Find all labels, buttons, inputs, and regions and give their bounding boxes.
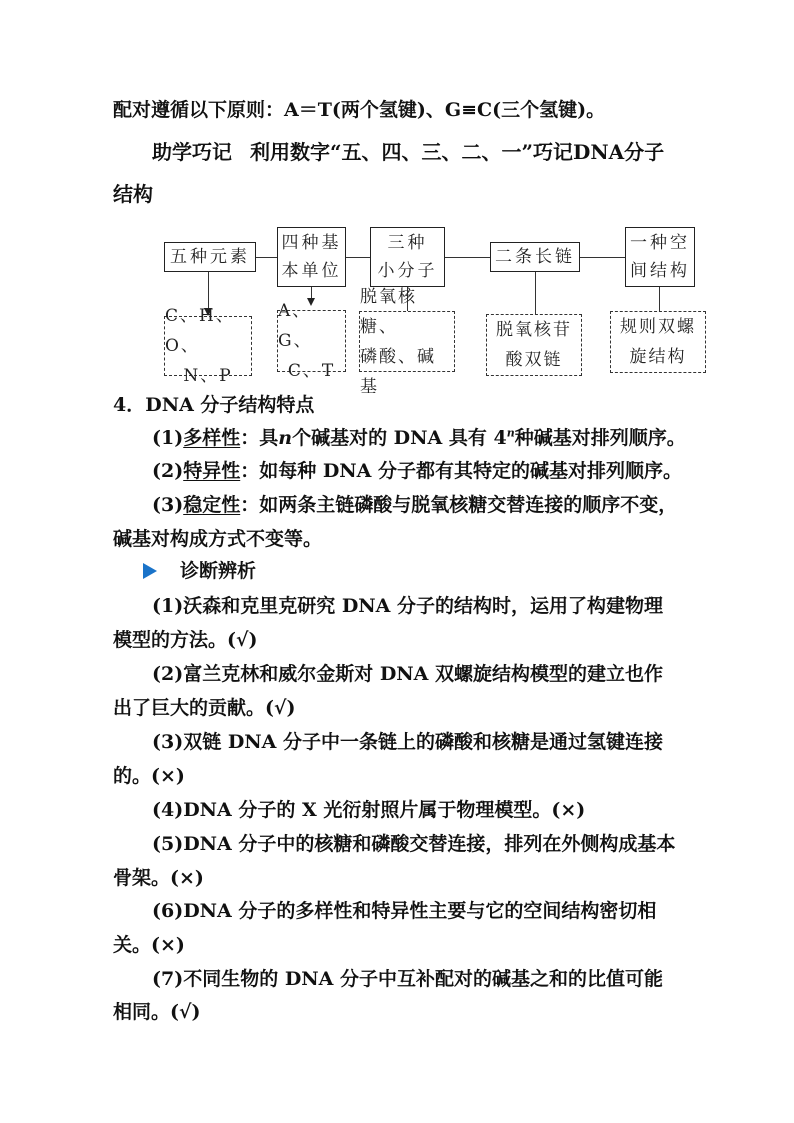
top-box-units — [277, 227, 346, 287]
diagnosis-item-cont: 关。(×) — [113, 934, 185, 956]
diagnosis-item-cont: 的。(×) — [113, 765, 185, 787]
bottom-box-label: A、G、 — [278, 301, 313, 351]
variable-n: n — [278, 427, 293, 449]
key-term: 稳定性 — [183, 494, 241, 516]
bottom-box-structure — [610, 311, 706, 373]
text-segment: ：如两条主链磷酸与脱氧核糖交替连接的顺序不变， — [240, 494, 678, 516]
connector-line — [256, 257, 278, 258]
bottom-box-elements — [164, 306, 252, 386]
diagnosis-item: (3)双链 DNA 分子中一条链上的磷酸和核糖是通过氢键连接 — [152, 731, 664, 753]
diagnosis-item: (7)不同生物的 DNA 分子中互补配对的碱基之和的比值可能 — [152, 968, 664, 990]
diagnosis-title: 诊断辨析 — [180, 560, 257, 582]
bottom-box-label: 磷酸、碱基 — [360, 346, 436, 397]
connector-line — [580, 257, 625, 258]
connector-line — [659, 287, 660, 311]
diagnosis-item: (5)DNA 分子中的核糖和磷酸交替连接，排列在外侧构成基本 — [152, 833, 676, 855]
connector-line — [346, 257, 370, 258]
top-box-label: 间结构 — [630, 261, 690, 281]
diagnosis-item: (6)DNA 分子的多样性和特异性主要与它的空间结构密切相 — [152, 900, 657, 922]
bottom-box-label: N、P — [183, 366, 233, 386]
superscript-n: n — [506, 426, 515, 440]
diagnosis-item-cont: 模型的方法。(√) — [113, 629, 258, 651]
bottom-box-chains — [486, 314, 582, 376]
feature-stability-cont: 碱基对构成方式不变等。 — [113, 528, 323, 550]
key-term: 多样性 — [183, 427, 241, 449]
mnemonic-prefix: 助学巧记 — [152, 140, 232, 164]
diagnosis-item: (1)沃森和克里克研究 DNA 分子的结构时，运用了构建物理 — [152, 595, 664, 617]
text-segment: ：如每种 DNA 分子都有其特定的碱基对排列顺序。 — [240, 460, 683, 482]
mnemonic-text: 利用数字“五、四、三、二、一”巧记DNA分子 — [250, 140, 665, 164]
bottom-box-label: 脱氧核糖、 — [360, 286, 417, 337]
top-box-label: 五种元素 — [170, 247, 250, 267]
mnemonic-continuation: 结构 — [113, 182, 153, 206]
feature-stability — [152, 492, 677, 518]
top-box-elements — [164, 242, 256, 272]
item-number: (3) — [152, 494, 184, 516]
top-box-molecules — [370, 227, 445, 287]
top-box-label: 本单位 — [281, 261, 342, 281]
text-segment: 种碱基对排列顺序。 — [514, 427, 686, 449]
diagnosis-item-cont: 骨架。(×) — [113, 867, 204, 889]
bottom-box-label: 脱氧核苷 — [496, 320, 572, 340]
bottom-box-label: 酸双链 — [505, 350, 563, 370]
text-segment: ：具 — [240, 427, 279, 449]
connector-line — [445, 257, 490, 258]
diagnosis-item-cont: 出了巨大的贡献。(√) — [113, 697, 296, 719]
diagnosis-item: (4)DNA 分子的 X 光衍射照片属于物理模型。(×) — [152, 799, 586, 821]
connector-line — [535, 272, 536, 314]
bottom-box-molecules — [359, 286, 455, 397]
triangle-bullet-icon — [143, 563, 157, 579]
pairing-rule-line: 配对遵循以下原则：A＝T(两个氢键)、G≡C(三个氢键)。 — [113, 99, 606, 121]
top-box-label: 三种 — [387, 233, 428, 253]
top-box-structure — [625, 227, 695, 287]
text-segment: 个碱基对的 DNA 具有 4 — [292, 427, 507, 449]
mnemonic-line — [152, 139, 664, 165]
section-title: 4．DNA 分子结构特点 — [113, 394, 315, 416]
top-box-chains — [490, 242, 580, 272]
bottom-box-label: C、T — [287, 361, 336, 381]
item-number: (1) — [152, 427, 184, 449]
key-term: 特异性 — [183, 460, 241, 482]
bottom-box-label: C、H、O、 — [165, 306, 235, 356]
top-box-label: 小分子 — [377, 261, 438, 281]
item-number: (2) — [152, 460, 184, 482]
top-box-label: 一种空 — [630, 233, 690, 253]
feature-specificity — [152, 458, 682, 484]
top-box-label: 二条长链 — [495, 247, 575, 267]
bottom-box-units — [277, 301, 346, 381]
diagnosis-item-cont: 相同。(√) — [113, 1001, 201, 1023]
bottom-box-label: 规则双螺 — [620, 317, 696, 337]
diagnosis-item: (2)富兰克林和威尔金斯对 DNA 双螺旋结构模型的建立也作 — [152, 663, 664, 685]
top-box-label: 四种基 — [281, 233, 342, 253]
feature-diversity — [152, 425, 686, 451]
bottom-box-label: 旋结构 — [629, 347, 687, 367]
